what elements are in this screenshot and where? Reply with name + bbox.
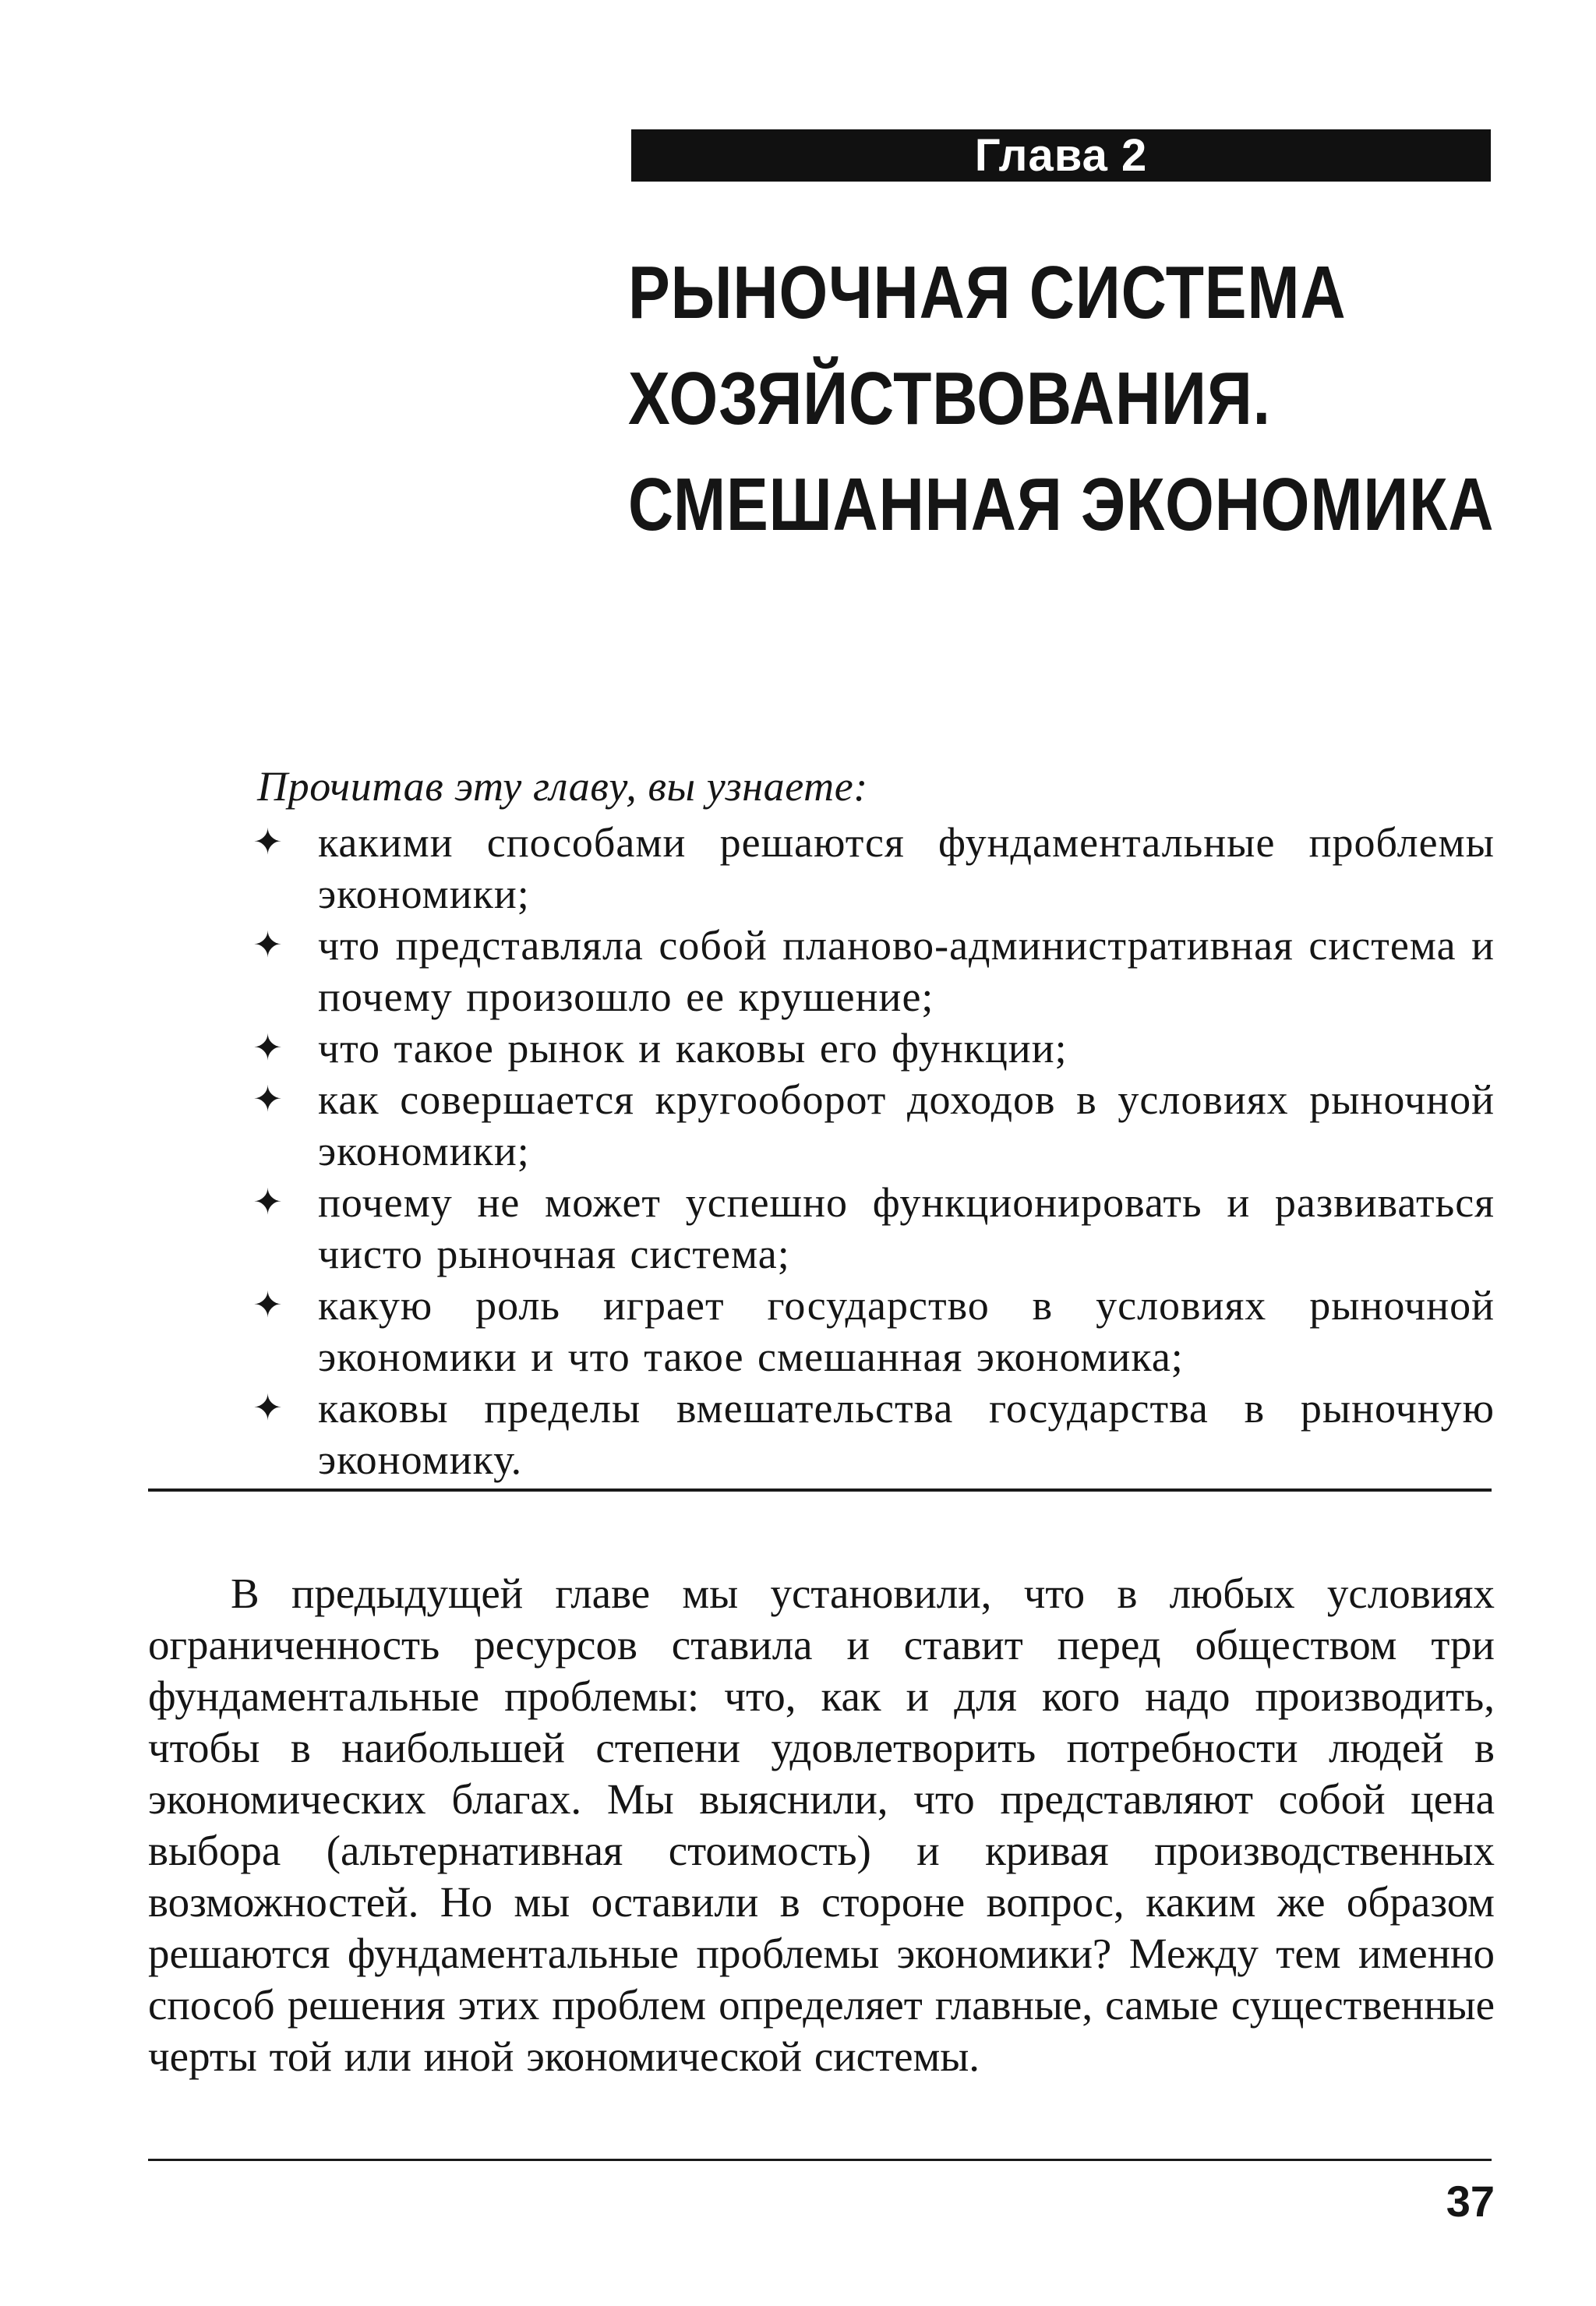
chapter-title (628, 240, 1495, 558)
list-item-text: почему не может успешно функционировать и развиваться чисто рыночная система; (318, 1179, 1495, 1277)
list-item (234, 1177, 1495, 1280)
list-item (234, 920, 1495, 1022)
list-item (234, 1022, 1495, 1074)
list-item (234, 1280, 1495, 1383)
list-item-text: какими способами решаются фундаментальные проблемы экономики; (318, 819, 1495, 917)
list-item (234, 1383, 1495, 1485)
list-item-text: каковы пределы вмешательства государства в рыночную экономику. (318, 1385, 1495, 1483)
four-point-star-icon: ✦ (252, 822, 284, 862)
chapter-label: Глава 2 (974, 130, 1148, 181)
list-item-text: какую роль играет государство в условиях рыночной экономики и что такое смешанная экономика; (318, 1282, 1495, 1380)
list-item-text: как совершается кругооборот доходов в условиях рыночной экономики; (318, 1076, 1495, 1174)
body-paragraph: В предыдущей главе мы установили, что в любых условиях ограниченность ресурсов ставила и ставит перед обществом три фундаментальные проблемы: что, как и для кого надо производить, чтобы в наибольшей степени удовлетворить потребности людей в экономических благах. Мы выяснили, что представляют собой цена выбора (альтернативная стоимость) и кривая производственных возможностей. Но мы оставили в стороне вопрос, каким же образом решаются фундаментальные проблемы экономики? Между тем именно способ решения этих проблем определяет главные, самые существенные черты той или иной экономической системы. (148, 1570, 1495, 2080)
footer-divider (148, 2159, 1492, 2161)
list-item (234, 817, 1495, 920)
four-point-star-icon: ✦ (252, 1285, 284, 1325)
four-point-star-icon: ✦ (252, 1028, 284, 1068)
list-item-text: что такое рынок и каковы его функции; (318, 1025, 1068, 1072)
four-point-star-icon: ✦ (252, 1079, 284, 1119)
objectives-lead: Прочитав эту главу, вы узнаете: (257, 763, 868, 810)
chapter-label-bar (631, 129, 1491, 182)
four-point-star-icon: ✦ (252, 1388, 284, 1428)
page-number: 37 (1446, 2177, 1495, 2226)
section-divider (148, 1488, 1492, 1492)
chapter-title-line: СМЕШАННАЯ ЭКОНОМИКА (628, 463, 1495, 546)
four-point-star-icon: ✦ (252, 925, 284, 965)
four-point-star-icon: ✦ (252, 1182, 284, 1222)
list-item (234, 1074, 1495, 1177)
chapter-title-line: РЫНОЧНАЯ СИСТЕМА (628, 251, 1347, 334)
objectives-list (234, 817, 1495, 1485)
chapter-objectives (234, 761, 1495, 1485)
chapter-title-line: ХОЗЯЙСТВОВАНИЯ. (628, 357, 1271, 440)
list-item-text: что представляла собой планово-административная система и почему произошло ее крушение; (318, 922, 1495, 1020)
